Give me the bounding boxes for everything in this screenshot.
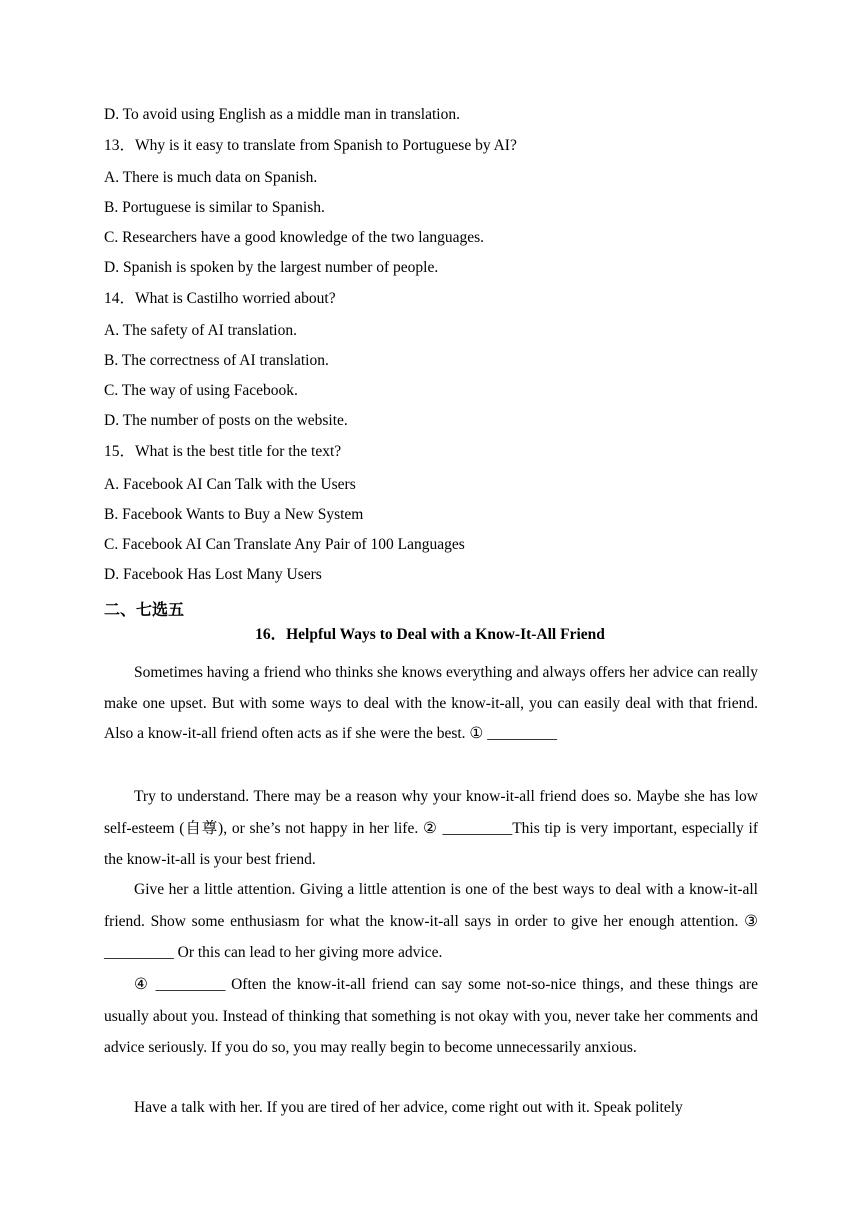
question-14: 14．What is Castilho worried about? [104,290,336,307]
paragraph-4 [104,969,758,1064]
paragraph-1 [104,658,758,750]
option-14d: D. The number of posts on the website. [104,412,348,429]
paragraph-2-text: Try to understand. There may be a reason why your know-it-all friend does so. Maybe she has low self-esteem (自尊), or she’s not happy in her life. ② _________This tip is very important, especially if the know-it-all is your best friend. [104,788,758,868]
paragraph-2 [104,781,758,876]
option-13c: C. Researchers have a good knowledge of the two languages. [104,229,485,246]
paragraph-1-text: Sometimes having a friend who thinks she knows everything and always offers her advice can really make one upset. But with some ways to deal with the know-it-all, you can easily deal with that friend. Also a know-it-all friend often acts as if she were the best. ① _________ [104,664,758,742]
section-heading: 二、七选五 [104,600,185,619]
option-13d: D. Spanish is spoken by the largest number of people. [104,259,439,276]
option-13a: A. There is much data on Spanish. [104,169,318,186]
option-12d: D. To avoid using English as a middle man in translation. [104,106,460,123]
paragraph-3-text: Give her a little attention. Giving a little attention is one of the best ways to deal with a know-it-all friend. Show some enthusiasm for what the know-it-all says in order to give her enough attention. ③ _________ Or this can lead to her giving more advice. [104,881,758,961]
option-15c: C. Facebook AI Can Translate Any Pair of 100 Languages [104,536,465,553]
paragraph-5 [104,1092,758,1124]
option-14c: C. The way of using Facebook. [104,382,298,399]
passage-title: 16．Helpful Ways to Deal with a Know-It-All Friend [255,626,605,643]
question-15: 15．What is the best title for the text? [104,443,342,460]
option-15b: B. Facebook Wants to Buy a New System [104,506,364,523]
paragraph-4-text: ④ _________ Often the know-it-all friend can say some not-so-nice things, and these things are usually about you. Instead of thinking that something is not okay with you, never take her comments and advice seriously. If you do so, you may really begin to become unnecessarily anxious. [104,976,758,1056]
paragraph-3 [104,874,758,969]
option-13b: B. Portuguese is similar to Spanish. [104,199,325,216]
option-15d: D. Facebook Has Lost Many Users [104,566,322,583]
question-13: 13．Why is it easy to translate from Spanish to Portuguese by AI? [104,137,517,154]
option-15a: A. Facebook AI Can Talk with the Users [104,476,356,493]
option-14a: A. The safety of AI translation. [104,322,297,339]
option-14b: B. The correctness of AI translation. [104,352,329,369]
paragraph-5-text: Have a talk with her. If you are tired of her advice, come right out with it. Speak politely [134,1099,683,1116]
